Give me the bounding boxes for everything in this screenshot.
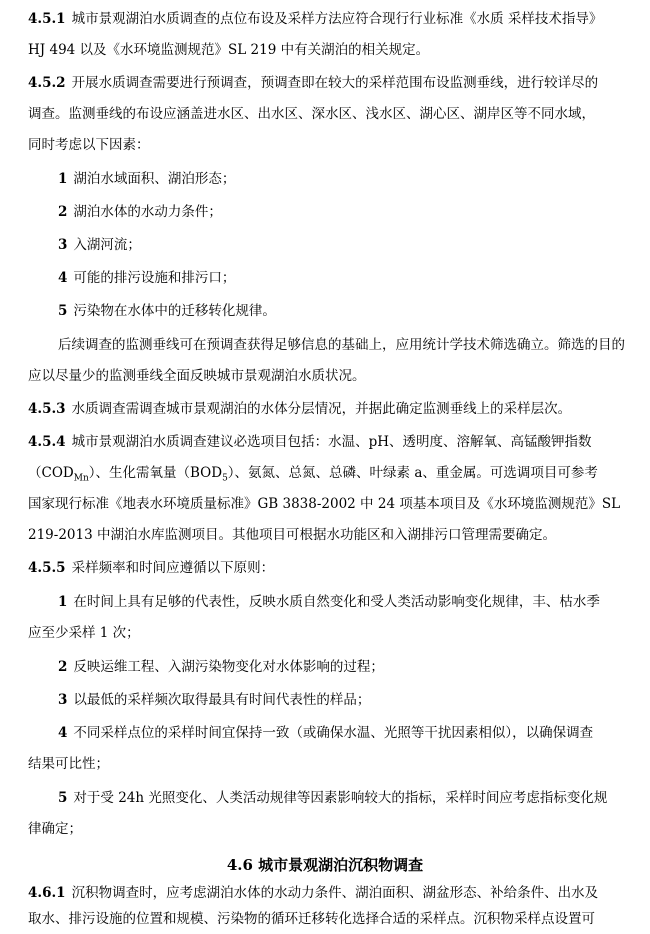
list-text: 律确定； xyxy=(28,821,82,837)
clause-text: （COD xyxy=(28,465,74,481)
clause-4-5-3-line-1 xyxy=(0,396,650,423)
list-item-3 xyxy=(0,232,650,259)
clause-number: 4.5.5 xyxy=(28,560,66,576)
clause-text: HJ 494 以及《水环境监测规范》SL 219 中有关湖泊的相关规定。 xyxy=(28,42,430,58)
clause-text: 国家现行标准《地表水环境质量标准》GB 3838-2002 中 24 项基本项目及《水环境监测规范》SL xyxy=(28,496,621,512)
clause-text: 调查。监测垂线的布设应涵盖进水区、出水区、深水区、浅水区、湖心区、湖岸区等不同水域， xyxy=(28,106,595,122)
list-text: 在时间上具有足够的代表性，反映水质自然变化和受人类活动影响变化规律，丰、枯水季 xyxy=(73,594,600,610)
list-text: 以最低的采样频次取得最具有时间代表性的样品； xyxy=(73,692,371,708)
list-number: 2 xyxy=(58,659,68,675)
clause-text: ）、生化需氧量（BOD xyxy=(88,465,223,481)
list-text: 对于受 24h 光照变化、人类活动规律等因素影响较大的指标，采样时间应考虑指标变化规 xyxy=(73,790,608,806)
clause-number: 4.5.3 xyxy=(28,401,66,417)
principle-item-4-cont xyxy=(0,751,650,778)
clause-number: 4.5.2 xyxy=(28,75,66,91)
clause-text: 取水、排污设施的位置和规模、污染物的循环迁移转化选择合适的采样点。沉积物采样点设置可 xyxy=(28,911,595,927)
principle-item-1 xyxy=(0,589,650,616)
paragraph-text: 应以尽量少的监测垂线全面反映城市景观湖泊水质状况。 xyxy=(28,368,366,384)
list-text: 结果可比性； xyxy=(28,756,109,772)
list-number: 2 xyxy=(58,204,68,220)
paragraph-line xyxy=(0,363,650,390)
clause-4-5-4-line-1 xyxy=(0,429,650,456)
clause-text: 开展水质调查需要进行预调查，预调查即在较大的采样范围布设监测垂线，进行较详尽的 xyxy=(71,75,599,91)
clause-text: 沉积物调查时，应考虑湖泊水体的水动力条件、湖泊面积、湖盆形态、补给条件、出水及 xyxy=(71,885,599,901)
clause-4-5-2-line-3 xyxy=(0,132,650,159)
list-number: 3 xyxy=(58,237,68,253)
clause-4-5-2-line-1 xyxy=(0,70,650,97)
list-text: 可能的排污设施和排污口； xyxy=(73,270,236,286)
principle-item-1-cont xyxy=(0,620,650,647)
clause-text: 城市景观湖泊水质调查建议必选项目包括：水温、pH、透明度、溶解氧、高锰酸钾指数 xyxy=(71,434,592,450)
list-text: 湖泊水域面积、湖泊形态； xyxy=(73,171,236,187)
subscript: Mn xyxy=(73,473,89,484)
clause-text: 同时考虑以下因素： xyxy=(28,137,150,153)
list-text: 不同采样点位的采样时间宜保持一致（或确保水温、光照等干扰因素相似），以确保调查 xyxy=(73,725,594,741)
clause-text: ）、氨氮、总氮、总磷、叶绿素 a、重金属。可选调项目可参考 xyxy=(227,465,598,481)
paragraph-line xyxy=(0,332,650,359)
clause-4-5-1-line-2 xyxy=(0,37,650,64)
clause-4-5-4-line-2 xyxy=(0,460,650,487)
list-number: 3 xyxy=(58,692,68,708)
clause-number: 4.5.4 xyxy=(28,434,66,450)
principle-item-5-cont xyxy=(0,816,650,843)
list-number: 4 xyxy=(58,725,68,741)
principle-item-4 xyxy=(0,720,650,747)
clause-number: 4.6.1 xyxy=(28,885,66,901)
principle-item-2 xyxy=(0,654,650,681)
principle-item-5 xyxy=(0,785,650,812)
list-item-2 xyxy=(0,199,650,226)
clause-4-5-2-line-2 xyxy=(0,101,650,128)
list-text: 入湖河流； xyxy=(73,237,141,253)
list-item-4 xyxy=(0,265,650,292)
clause-4-5-5-line-1 xyxy=(0,555,650,582)
list-number: 4 xyxy=(58,270,68,286)
clause-4-6-1-line-1 xyxy=(0,880,650,907)
list-text: 湖泊水体的水动力条件； xyxy=(73,204,222,220)
section-heading-4-6: 4.6 城市景观湖泊沉积物调查 xyxy=(226,856,424,874)
subscript: 5 xyxy=(222,473,228,484)
clause-text: 采样频率和时间应遵循以下原则： xyxy=(71,560,275,576)
clause-number: 4.5.1 xyxy=(28,11,66,27)
list-number: 5 xyxy=(58,303,68,319)
clause-text: 城市景观湖泊水质调查的点位布设及采样方法应符合现行行业标准《水质 采样技术指导》 xyxy=(71,11,603,27)
list-number: 1 xyxy=(58,594,68,610)
principle-item-3 xyxy=(0,687,650,714)
paragraph-text: 后续调查的监测垂线可在预调查获得足够信息的基础上，应用统计学技术筛选确立。筛选的目的 xyxy=(58,337,625,353)
list-text: 污染物在水体中的迁移转化规律。 xyxy=(73,303,276,319)
clause-4-5-4-line-4 xyxy=(0,522,650,549)
clause-4-5-1-line-1 xyxy=(0,6,650,33)
clause-4-5-4-line-3 xyxy=(0,491,650,518)
clause-text: 水质调查需调查城市景观湖泊的水体分层情况，并据此确定监测垂线上的采样层次。 xyxy=(71,401,572,417)
clause-4-6-1-line-2 xyxy=(0,906,650,933)
clause-text: 219-2013 中湖泊水库监测项目。其他项目可根据水功能区和入湖排污口管理需要确定。 xyxy=(28,527,556,543)
list-text: 反映运维工程、入湖污染物变化对水体影响的过程； xyxy=(73,659,384,675)
list-item-5 xyxy=(0,298,650,325)
list-number: 5 xyxy=(58,790,68,806)
list-number: 1 xyxy=(58,171,68,187)
list-text: 应至少采样 1 次； xyxy=(28,625,140,641)
list-item-1 xyxy=(0,166,650,193)
